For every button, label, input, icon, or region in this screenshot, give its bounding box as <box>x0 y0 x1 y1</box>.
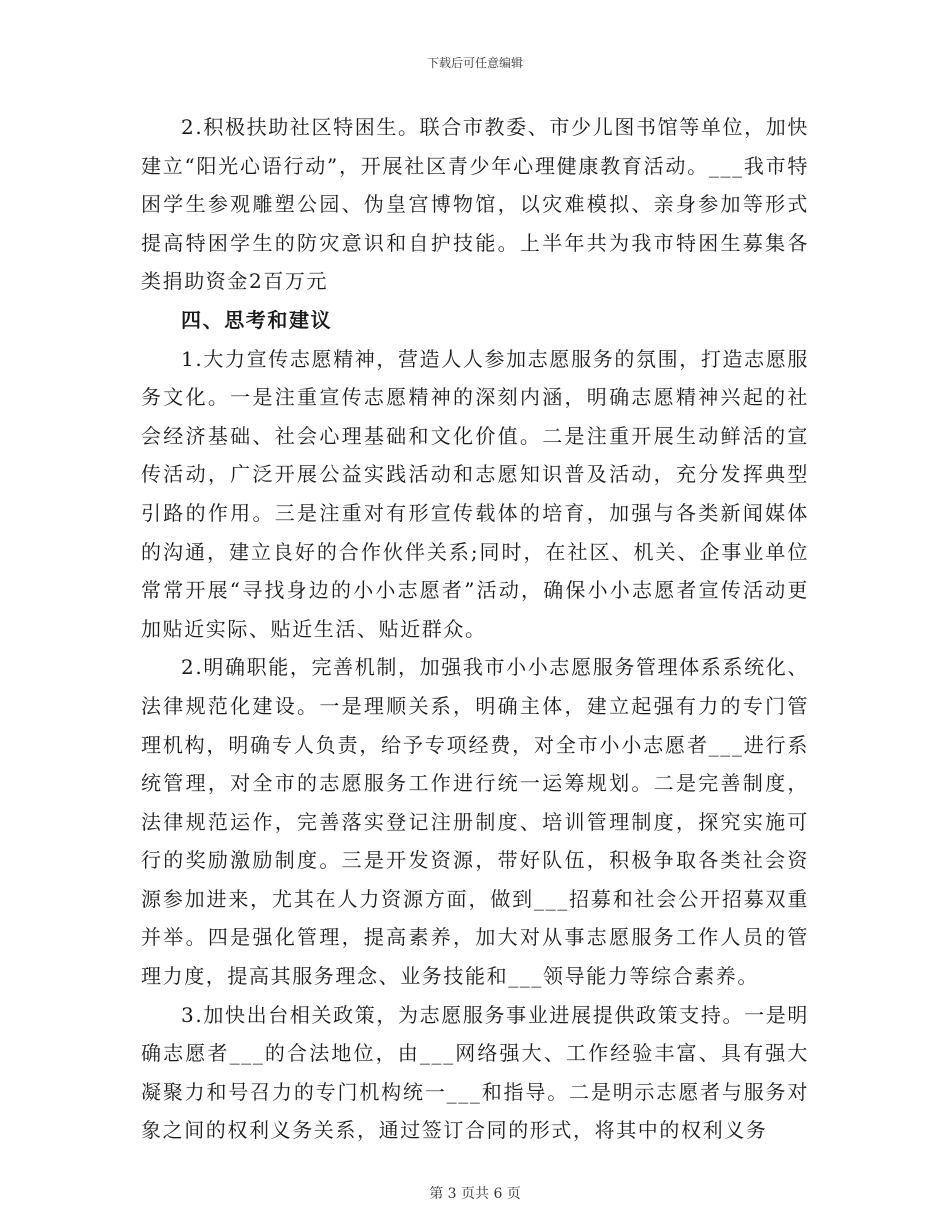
page-footer: 第 3 页共 6 页 <box>429 1186 521 1202</box>
paragraph-policy-support: 3.加快出台相关政策，为志愿服务事业进展提供政策支持。一是明确志愿者___的合法地位，由___网络强大、工作经验丰富、具有强大凝聚力和号召力的专门机构统一___和指导。二是明示志愿者与服务对象之间的权利义务关系，通过签订合同的形式，将其中的权利义务 <box>141 1002 809 1143</box>
page-header: 下载后可任意编辑 <box>426 56 523 70</box>
section-heading-suggestions: 四、思考和建议 <box>181 307 333 332</box>
paragraph-support-students: 2.积极扶助社区特困生。联合市教委、市少儿图书馆等单位，加快建立“阳光心语行动”，开展社区青少年心理健康教育活动。___我市特困学生参观雕塑公园、伪皇宫博物馆，以灾难模拟、亲身参加等形式提高特困学生的防灾意识和自护技能。上半年共为我市特困生募集各类捐助资金2百万元 <box>141 115 809 294</box>
paragraph-improve-mechanism: 2.明确职能，完善机制，加强我市小小志愿服务管理体系系统化、法律规范化建设。一是理顺关系，明确主体，建立起强有力的专门管理机构，明确专人负责，给予专项经费，对全市小小志愿者___进行系统管理，对全市的志愿服务工作进行统一运筹规划。二是完善制度，法律规范运作，完善落实登记注册制度、培训管理制度，探究实施可行的奖励激励制度。三是开发资源，带好队伍，积极争取各类社会资源参加进来，尤其在人力资源方面，做到___招募和社会公开招募双重并举。四是强化管理，提高素养，加大对从事志愿服务工作人员的管理力度，提高其服务理念、业务技能和___领导能力等综合素养。 <box>141 655 809 989</box>
document-body <box>141 108 809 1150</box>
paragraph-promote-spirit: 1.大力宣传志愿精神，营造人人参加志愿服务的氛围，打造志愿服务文化。一是注重宣传志愿精神的深刻内涵，明确志愿精神兴起的社会经济基础、社会心理基础和文化价值。二是注重开展生动鲜活的宣传活动，广泛开展公益实践活动和志愿知识普及活动，充分发挥典型引路的作用。三是注重对有形宣传载体的培育，加强与各类新闻媒体的沟通，建立良好的合作伙伴关系;同时，在社区、机关、企事业单位常常开展“寻找身边的小小志愿者”活动，确保小小志愿者宣传活动更加贴近实际、贴近生活、贴近群众。 <box>141 346 809 641</box>
